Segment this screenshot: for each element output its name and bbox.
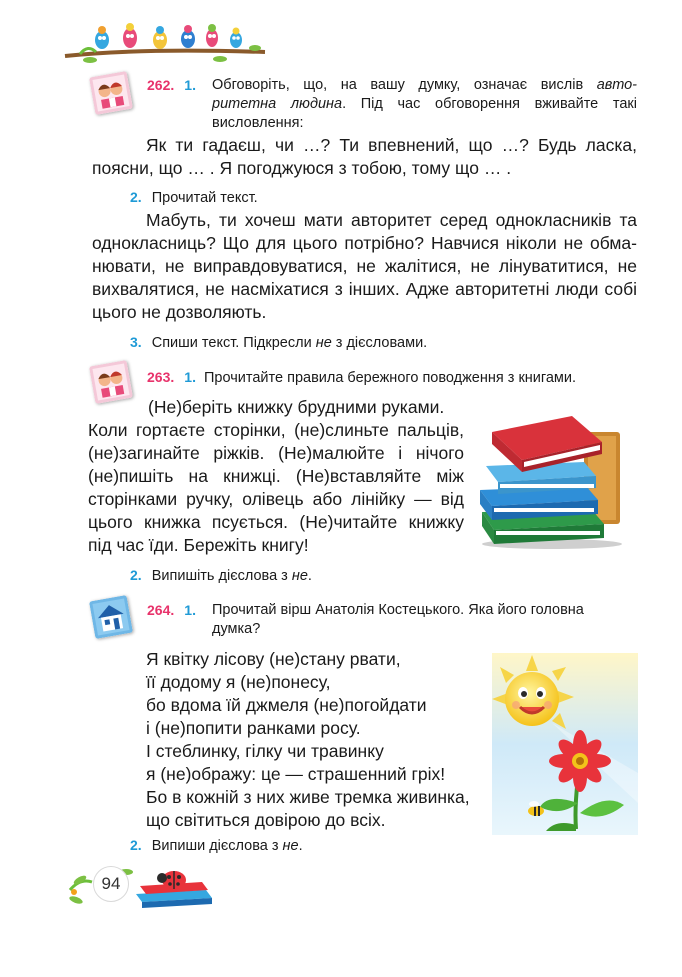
reading-text: Мабуть, ти хочеш мати авторитет серед однокласників та однокласниць? Що для цього потрібно? Навчися ніколи не обма- нювати, не виправдовуватися, не жалітися, не лінуватитися, не вихвалятися, не насміхатися з інших. Адже авторитетні люди собі цього не дозволяють. xyxy=(92,210,637,322)
phrases-block: Як ти гадаєш, чи …? Ти впевнений, що …? Будь ласка, поясни, що … . Я погоджуюся з тобою, тому що … . xyxy=(92,135,637,178)
subtask-number: 1. xyxy=(184,602,196,618)
subtask-number: 2. xyxy=(130,837,142,853)
task-text: Спиши текст. Підкресли не з дієсловами. xyxy=(151,335,428,351)
birds-on-branch-decoration xyxy=(60,18,270,68)
subtask-number: 3. xyxy=(130,334,142,350)
exercise-262-task1: Обговоріть, що, на вашу думку, означає вислів авто- ритетна людина. Під час обговорення вживайте такі висловлення: xyxy=(212,77,637,131)
books-stack-illustration xyxy=(472,402,632,550)
task-text: Випиши дієслова з не. xyxy=(151,838,303,854)
subtask-number: 1. xyxy=(184,77,196,93)
poem-text: Я квітку лісову (не)стану рвати, її додому я (не)понесу, бо вдома їй джмеля (не)погойдати і (не)попити ранками росу. І стеблинку, гілку чи травинку я (не)ображу: це — страшенний гріх! Бо в кожній з них живе тремка живинка, що світиться довірою до всіх. xyxy=(146,649,470,830)
subtask-number: 1. xyxy=(184,369,196,385)
exercise-number: 263. xyxy=(147,369,175,385)
house-icon xyxy=(89,595,133,639)
task-text: Прочитай текст. xyxy=(151,190,258,206)
task-text: Прочитайте правила бережного поводження з книгами. xyxy=(204,370,577,386)
exercise-264-task1: Прочитай вірш Анатолія Костецького. Яка його головна думка? xyxy=(212,602,584,637)
page-number: 94 xyxy=(101,874,121,893)
task-text: Випишіть дієслова з не. xyxy=(151,568,312,584)
subtask-number: 2. xyxy=(130,189,142,205)
ladybug-books-decoration xyxy=(66,860,216,912)
exercise-number: 264. xyxy=(147,602,175,618)
exercise-number: 262. xyxy=(147,77,175,93)
rules-text: (Не)беріть книжку брудними руками. Коли гортаєте сторінки, (не)слиньте пальців, (не)загинайте ріжків. (Не)малюйте і нічого (не)пишіть на книжці. (Не)вставляйте між сторінками ручку, олівець або лінійку — від цього книжка псується. (Не)читайте книжку під час їди. Бережіть книгу! xyxy=(88,397,464,555)
sun-flower-illustration xyxy=(492,653,638,835)
page-number-badge xyxy=(93,866,129,902)
pair-work-icon xyxy=(89,71,133,115)
subtask-number: 2. xyxy=(130,567,142,583)
